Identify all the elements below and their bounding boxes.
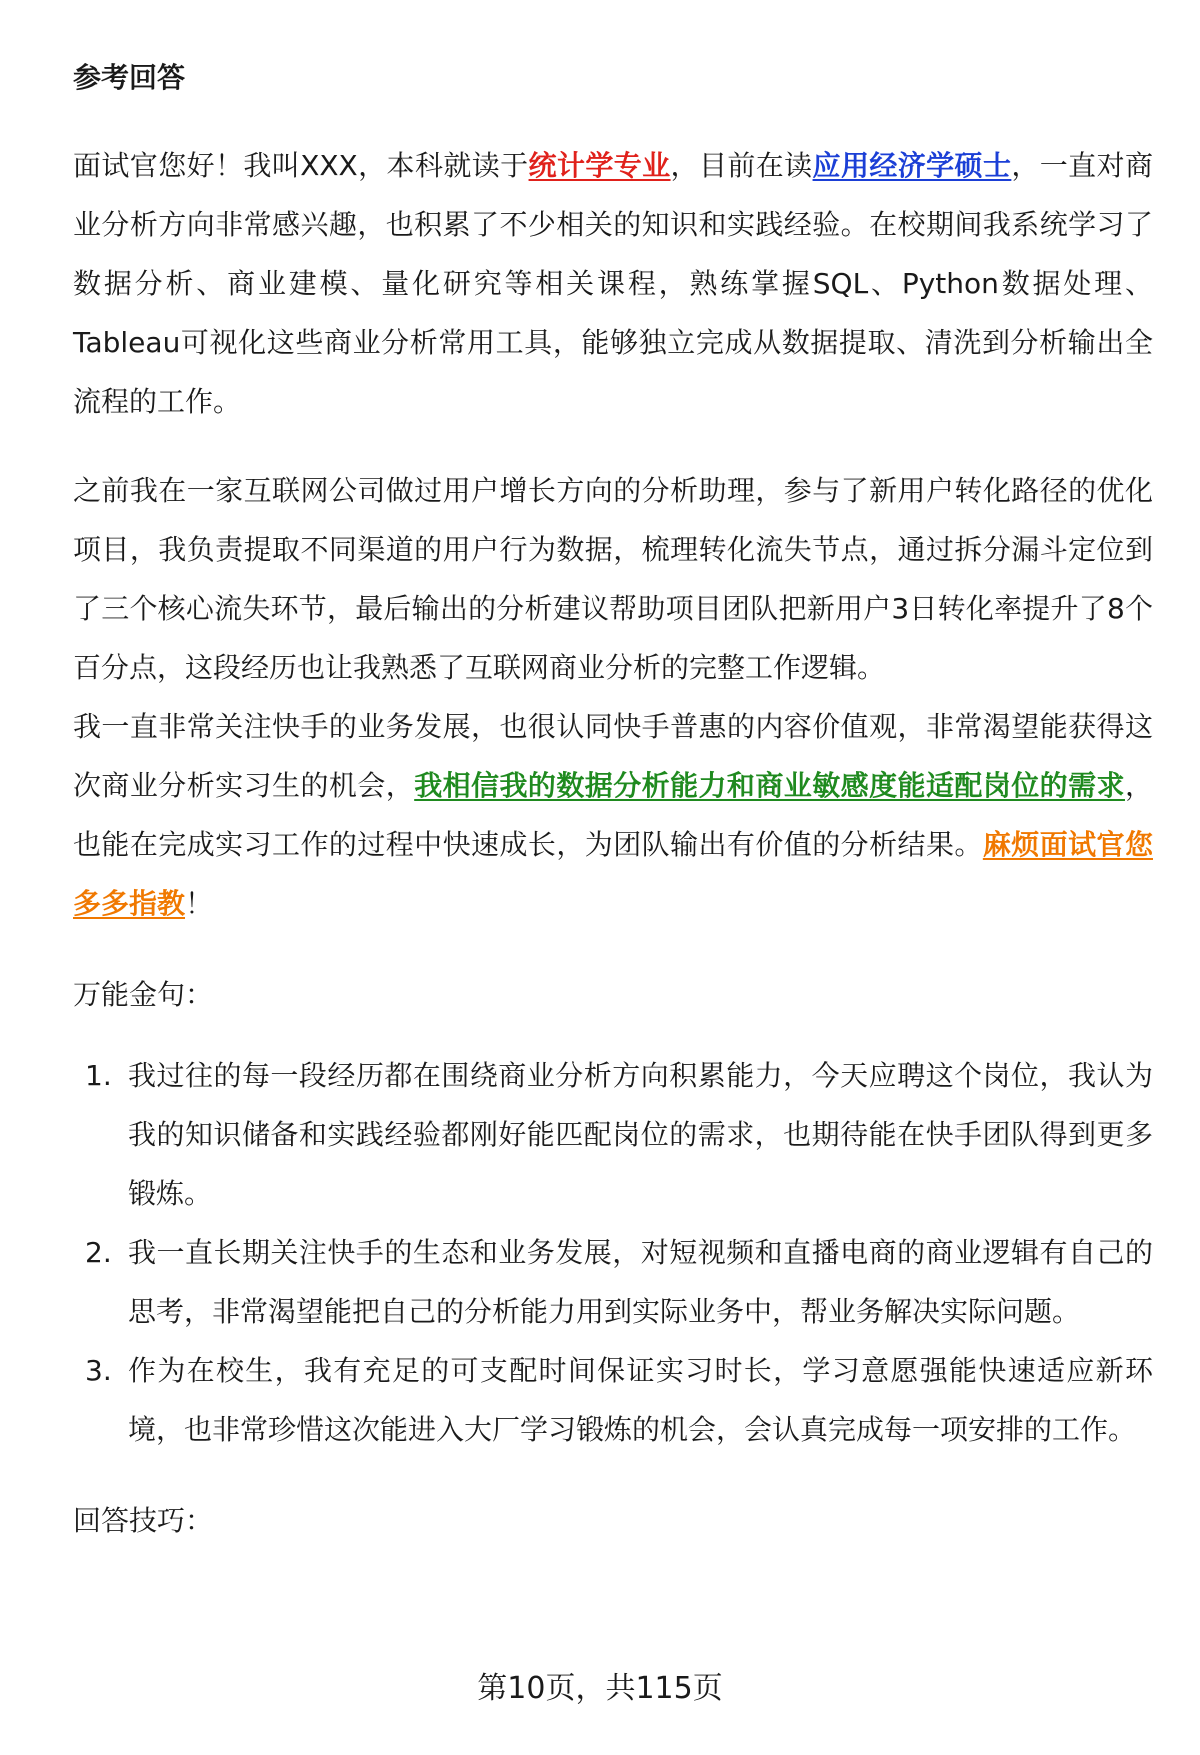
list-item [73,1223,1153,1341]
list-item-number: 1. [85,1059,112,1092]
golden-sentences-label: 万能金句： [73,978,214,1011]
section-title: 参考回答 [73,61,186,94]
paragraph-intro [73,136,1153,431]
highlight-fit: 我相信我的数据分析能力和商业敏感度能适配岗位的需求 [414,769,1125,802]
highlight-major: 统计学专业 [528,149,671,182]
list-item [73,1341,1153,1459]
page-number: 第10页，共115页 [477,1671,723,1706]
intro-text-1: 面试官您好！我叫XXX，本科就读于 [73,149,529,182]
list-item [73,1046,1153,1223]
golden-sentences-list [73,1046,1153,1459]
highlight-closing: 麻烦面试官您多多指教 [73,828,1153,920]
intro-text-2: ，目前在读 [670,149,813,182]
list-item-text: 我过往的每一段经历都在围绕商业分析方向积累能力，今天应聘这个岗位，我认为我的知识储备和实践经验都刚好能匹配岗位的需求，也期待能在快手团队得到更多锻炼。 [128,1059,1153,1210]
paragraph-motivation [73,697,1153,933]
highlight-degree: 应用经济学硕士 [812,149,1012,182]
motivation-text-2: ，也能在完成实习工作的过程中快速成长，为团队输出有价值的分析结果。 [73,769,1153,861]
list-item-number: 3. [85,1354,112,1387]
list-item-number: 2. [85,1236,112,1269]
document-body [73,58,1153,1550]
list-item-text: 作为在校生，我有充足的可支配时间保证实习时长，学习意愿强能快速适应新环境，也非常珍惜这次能进入大厂学习锻炼的机会，会认真完成每一项安排的工作。 [128,1354,1153,1446]
list-item-text: 我一直长期关注快手的生态和业务发展，对短视频和直播电商的商业逻辑有自己的思考，非常渴望能把自己的分析能力用到实际业务中，帮业务解决实际问题。 [128,1236,1153,1328]
answer-tips-label: 回答技巧： [73,1504,214,1537]
motivation-text-1: 我一直非常关注快手的业务发展，也很认同快手普惠的内容价值观，非常渴望能获得这次商业分析实习生的机会， [73,710,1153,802]
intro-text-3: ，一直对商业分析方向非常感兴趣，也积累了不少相关的知识和实践经验。在校期间我系统学习了数据分析、商业建模、量化研究等相关课程，熟练掌握SQL、Python数据处理、Tableau可视化这些商业分析常用工具，能够独立完成从数据提取、清洗到分析输出全流程的工作。 [73,149,1153,418]
motivation-text-3: ！ [185,887,214,920]
paragraph-experience: 之前我在一家互联网公司做过用户增长方向的分析助理，参与了新用户转化路径的优化项目，我负责提取不同渠道的用户行为数据，梳理转化流失节点，通过拆分漏斗定位到了三个核心流失环节，最后输出的分析建议帮助项目团队把新用户3日转化率提升了8个百分点，这段经历也让我熟悉了互联网商业分析的完整工作逻辑。 [73,474,1153,684]
